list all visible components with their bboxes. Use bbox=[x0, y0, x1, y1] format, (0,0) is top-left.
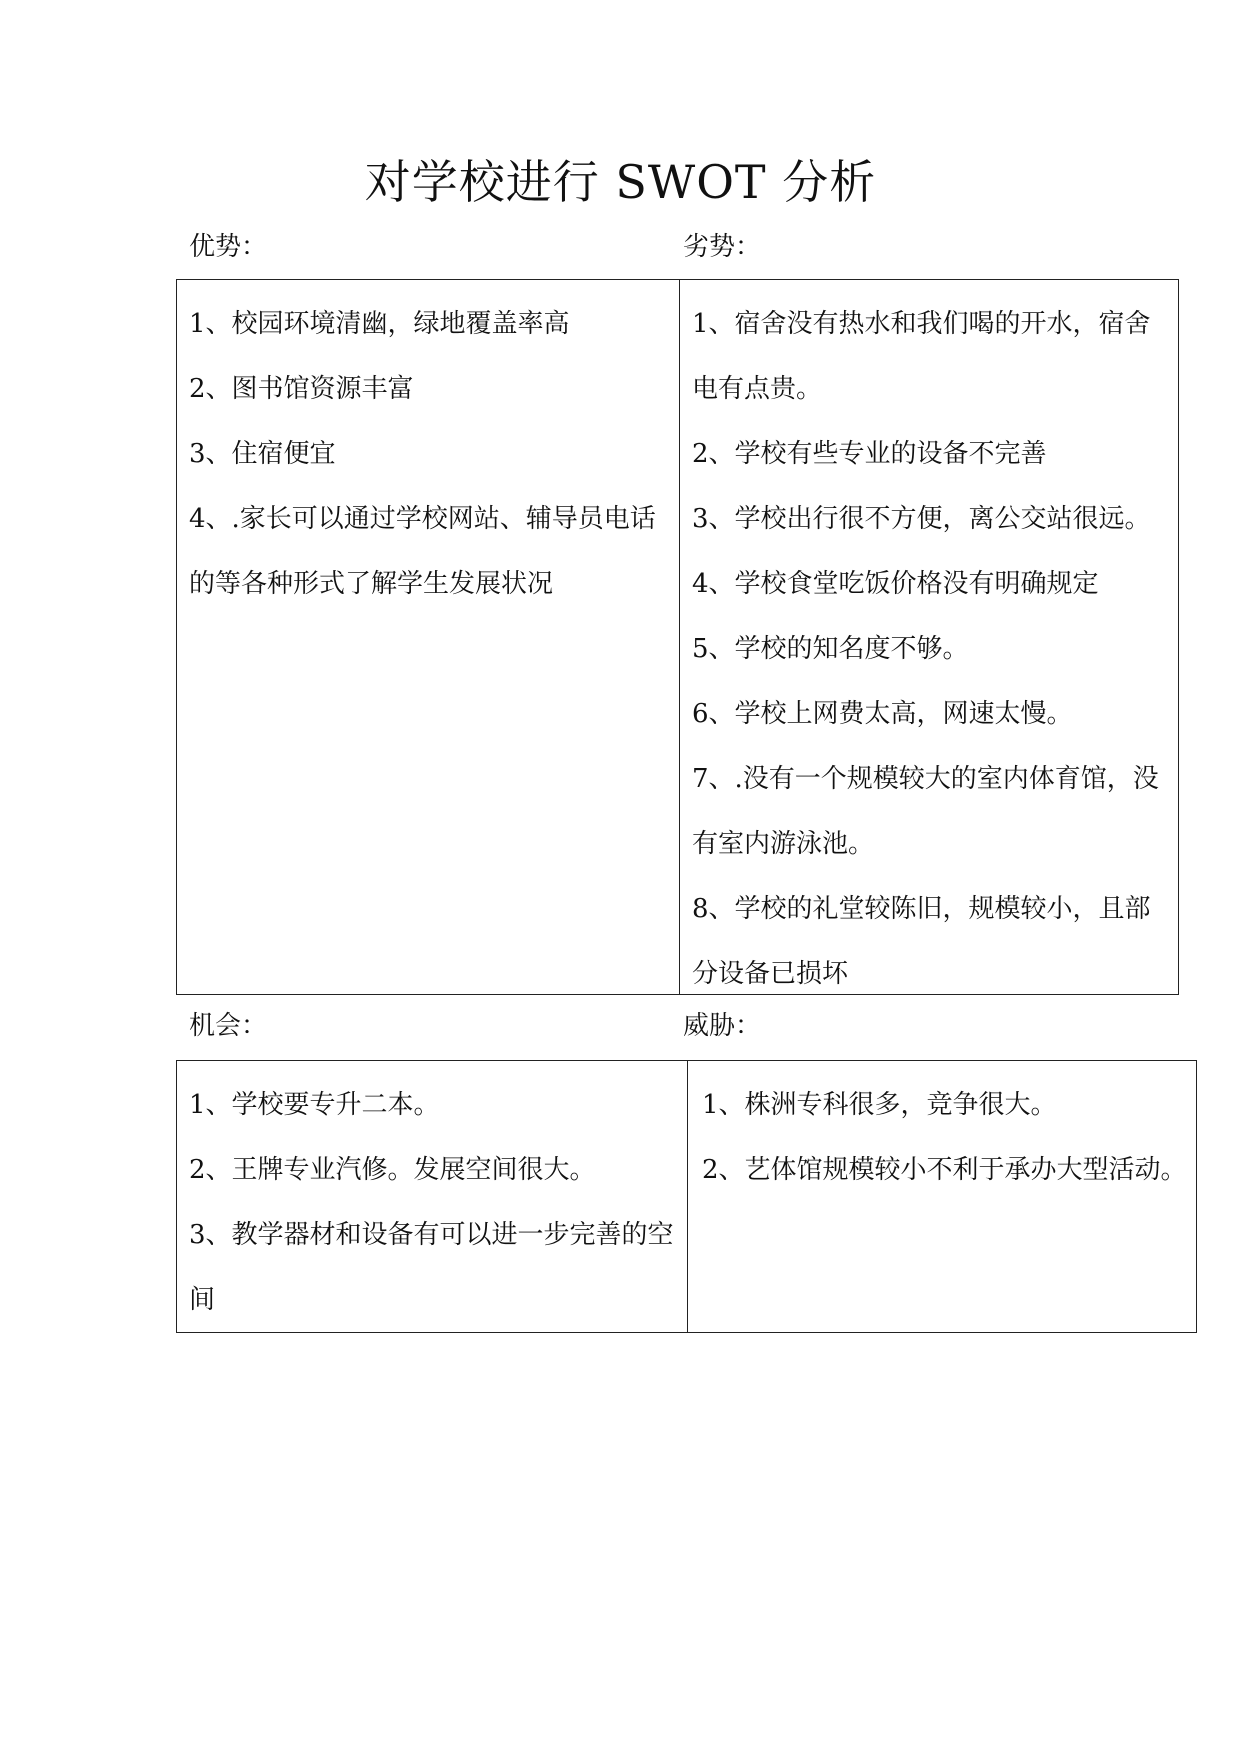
page-title: 对学校进行 SWOT 分析 bbox=[364, 155, 877, 209]
threat-item: 1、株洲专科很多，竞争很大。 bbox=[702, 1090, 1057, 1120]
weakness-item: 4、学校食堂吃饭价格没有明确规定 bbox=[692, 569, 1099, 599]
strength-item: 2、图书馆资源丰富 bbox=[189, 374, 414, 404]
opportunities-label: 机会： bbox=[189, 1011, 268, 1041]
opportunity-item: 3、教学器材和设备有可以进一步完善的空间 bbox=[189, 1220, 674, 1315]
strengths-weaknesses-table bbox=[176, 279, 1179, 995]
weaknesses-label: 劣势： bbox=[683, 232, 762, 262]
weakness-item: 3、学校出行很不方便，离公交站很远。 bbox=[692, 504, 1151, 534]
weakness-item: 5、学校的知名度不够。 bbox=[692, 634, 969, 664]
opportunities-cell bbox=[177, 1061, 687, 1332]
opportunity-item: 1、学校要专升二本。 bbox=[189, 1090, 440, 1120]
threats-cell bbox=[687, 1061, 1196, 1332]
weakness-item: 7、.没有一个规模较大的室内体育馆，没有室内游泳池。 bbox=[692, 764, 1159, 859]
weakness-item: 6、学校上网费太高，网速太慢。 bbox=[692, 699, 1073, 729]
weaknesses-cell bbox=[679, 280, 1178, 994]
strength-item: 4、.家长可以通过学校网站、辅导员电话的等各种形式了解学生发展状况 bbox=[189, 504, 656, 599]
strengths-cell bbox=[177, 280, 679, 994]
strength-item: 3、住宿便宜 bbox=[189, 439, 336, 469]
opportunity-item: 2、王牌专业汽修。发展空间很大。 bbox=[189, 1155, 596, 1185]
threats-label: 威胁： bbox=[683, 1011, 762, 1041]
strength-item: 1、校园环境清幽，绿地覆盖率高 bbox=[189, 309, 570, 339]
opportunities-threats-table bbox=[176, 1060, 1197, 1333]
weakness-item: 1、宿舍没有热水和我们喝的开水，宿舍电有点贵。 bbox=[692, 309, 1151, 404]
weakness-item: 2、学校有些专业的设备不完善 bbox=[692, 439, 1047, 469]
strengths-label: 优势： bbox=[189, 232, 268, 262]
threat-item: 2、艺体馆规模较小不利于承办大型活动。 bbox=[702, 1155, 1187, 1185]
weakness-item: 8、学校的礼堂较陈旧，规模较小，且部分设备已损坏 bbox=[692, 894, 1151, 989]
